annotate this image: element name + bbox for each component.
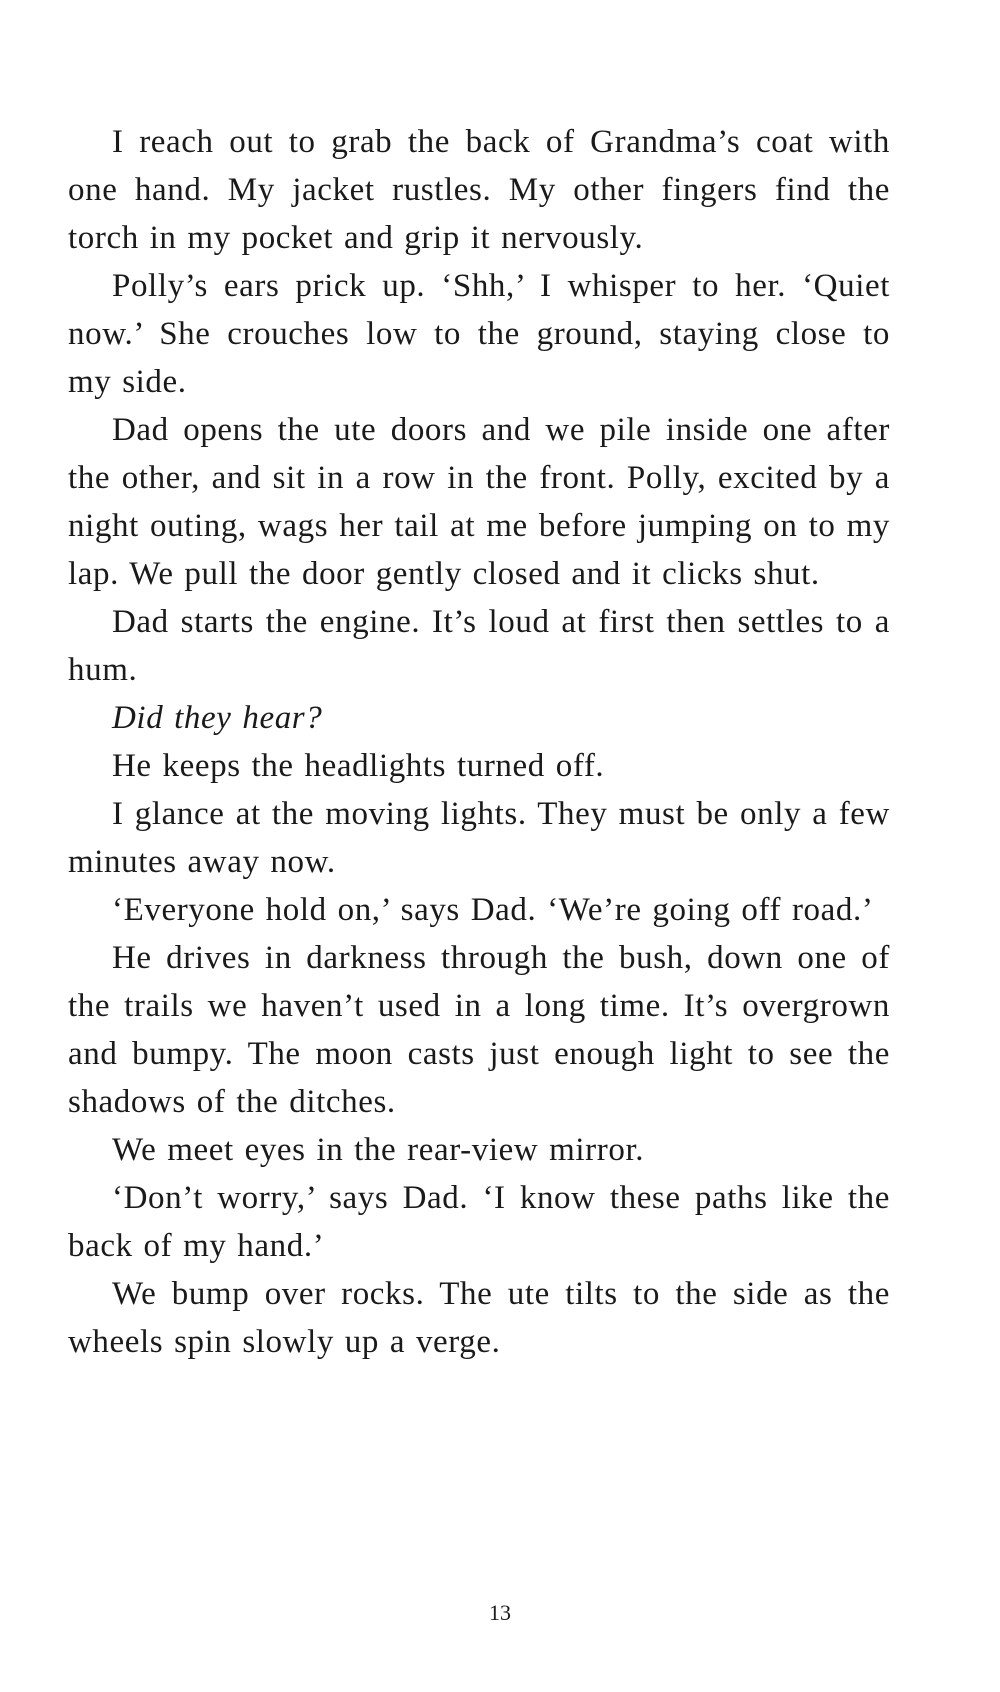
- paragraph-ute-doors: Dad opens the ute doors and we pile inside one after the other, and sit in a row in the front. Polly, excited by a night outing, wags her tail at me before jumping on to my lap. We pull the door gently closed and it clicks shut.: [68, 412, 890, 592]
- paragraph-engine: Dad starts the engine. It’s loud at first then settles to a hum.: [68, 604, 890, 688]
- paragraph-headlights: He keeps the headlights turned off.: [112, 748, 605, 784]
- paragraph-moving-lights: I glance at the moving lights. They must be only a few minutes away now.: [68, 796, 890, 880]
- paragraph-did-they-hear: Did they hear?: [112, 700, 323, 736]
- paragraph-hold-on: ‘Everyone hold on,’ says Dad. ‘We’re going off road.’: [112, 892, 874, 928]
- paragraph-bump-rocks: We bump over rocks. The ute tilts to the side as the wheels spin slowly up a verge.: [68, 1276, 890, 1360]
- paragraph-rear-view: We meet eyes in the rear-view mirror.: [112, 1132, 645, 1168]
- paragraph-grandma-coat: I reach out to grab the back of Grandma’s coat with one hand. My jacket rustles. My other fingers find the torch in my pocket and grip it nervously.: [68, 124, 890, 256]
- paragraph-drives-darkness: He drives in darkness through the bush, down one of the trails we haven’t used in a long time. It’s overgrown and bumpy. The moon casts just enough light to see the shadows of the ditches.: [68, 940, 890, 1120]
- paragraph-polly-ears: Polly’s ears prick up. ‘Shh,’ I whisper to her. ‘Quiet now.’ She crouches low to the ground, staying close to my side.: [68, 268, 890, 400]
- page-number: 13: [489, 1600, 511, 1625]
- body-text: [68, 118, 890, 1366]
- paragraph-dont-worry: ‘Don’t worry,’ says Dad. ‘I know these paths like the back of my hand.’: [68, 1180, 890, 1264]
